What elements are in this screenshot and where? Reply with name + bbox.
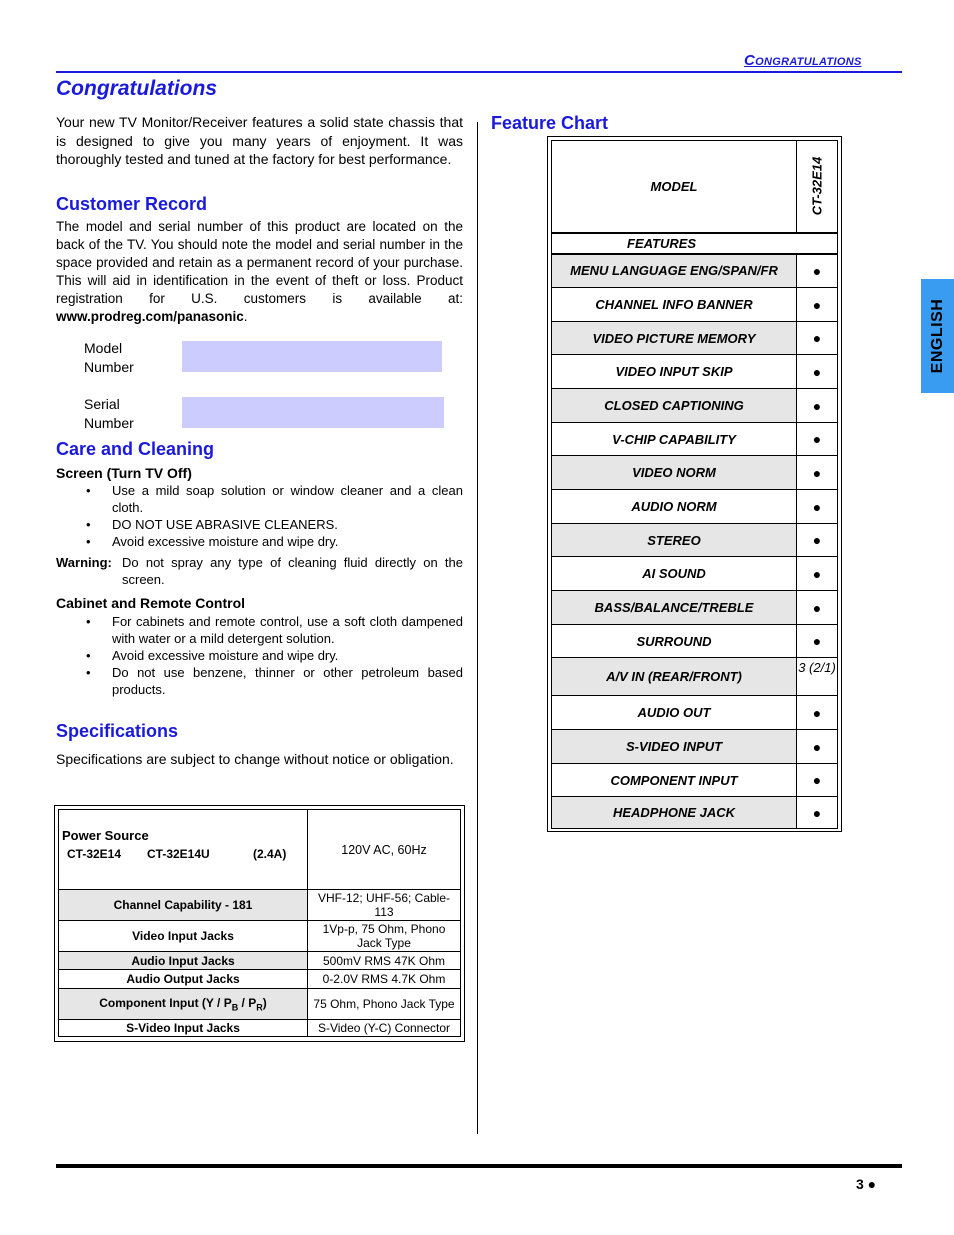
spec-label: Video Input Jacks: [59, 921, 308, 952]
spec-label: [59, 989, 308, 1020]
feature-value: ●: [797, 797, 838, 829]
specifications-text: Specifications are subject to change without notice or obligation.: [56, 751, 454, 767]
care-heading: Care and Cleaning: [56, 439, 215, 459]
page-number: 3 ●: [856, 1176, 877, 1192]
serial-number-field[interactable]: [182, 397, 444, 428]
table-row: [552, 355, 838, 389]
table-row: [59, 810, 461, 890]
table-row: [552, 322, 838, 355]
feature-name: VIDEO NORM: [552, 456, 797, 490]
serial-label-line2: Number: [84, 415, 134, 431]
table-row: [552, 233, 838, 254]
feature-name: STEREO: [552, 524, 797, 557]
component-sub-b: B: [231, 1002, 239, 1013]
warning-text: Do not spray any type of cleaning fluid directly on the screen.: [122, 555, 463, 587]
table-row: [552, 625, 838, 658]
spec-value: S-Video (Y-C) Connector: [308, 1020, 461, 1037]
header-rule: [56, 71, 902, 73]
intro-paragraph: Your new TV Monitor/Receiver features a solid state chassis that is designed to give you many years of enjoyment. It was thoroughly tested and tuned at the factory for best performance.: [56, 114, 463, 167]
table-row: [552, 288, 838, 322]
cabinet-heading: Cabinet and Remote Control: [56, 595, 246, 611]
model-name: CT-32E14: [809, 156, 825, 216]
serial-number-label: [84, 395, 134, 433]
table-row: [552, 490, 838, 524]
component-mid: / P: [238, 995, 257, 1010]
screen-heading: Screen (Turn TV Off): [56, 465, 192, 481]
page-title: Congratulations: [56, 77, 217, 100]
component-sub-r: R: [256, 1002, 263, 1013]
feature-value: ●: [797, 490, 838, 524]
list-item: • Do not use benzene, thinner or other petroleum based products.: [56, 664, 463, 698]
feature-value: ●: [797, 591, 838, 625]
feature-name: AI SOUND: [552, 557, 797, 591]
language-tab-label: ENGLISH: [928, 298, 946, 374]
feature-value: ●: [797, 557, 838, 591]
customer-record-heading: Customer Record: [56, 194, 208, 214]
list-item: • Use a mild soap solution or window cleaner and a clean cloth.: [56, 482, 463, 516]
list-item: • DO NOT USE ABRASIVE CLEANERS.: [56, 516, 463, 533]
table-row: [552, 591, 838, 625]
spec-label: Audio Input Jacks: [59, 952, 308, 970]
table-row: [552, 456, 838, 490]
model-label-line2: Number: [84, 359, 134, 375]
power-model-1: CT-32E14: [67, 847, 122, 861]
spec-label: S-Video Input Jacks: [59, 1020, 308, 1037]
feature-value: ●: [797, 322, 838, 355]
feature-value: 3 (2/1): [797, 658, 838, 696]
warning-label: Warning:: [56, 555, 112, 570]
table-row: [59, 989, 461, 1020]
table-row: [552, 658, 838, 696]
table-row: [552, 254, 838, 288]
registration-url[interactable]: www.prodreg.com/panasonic: [56, 309, 244, 324]
column-divider: [477, 122, 478, 1134]
feature-value: ●: [797, 524, 838, 557]
power-source-label: Power Source: [62, 828, 149, 843]
warning-note: [56, 554, 463, 588]
feature-value: ●: [797, 696, 838, 730]
feature-value: ●: [797, 456, 838, 490]
table-row: [59, 952, 461, 970]
feature-value: ●: [797, 389, 838, 423]
language-tab[interactable]: [921, 279, 954, 393]
table-row: [552, 764, 838, 797]
feature-name: CLOSED CAPTIONING: [552, 389, 797, 423]
feature-value: ●: [797, 254, 838, 288]
table-row: [59, 921, 461, 952]
table-row: [552, 797, 838, 829]
model-label-line1: Model: [84, 340, 123, 356]
feature-name: V-CHIP CAPABILITY: [552, 423, 797, 456]
running-header: Congratulations: [744, 52, 862, 69]
feature-value: ●: [797, 730, 838, 764]
url-suffix: .: [243, 309, 248, 324]
spec-label: Channel Capability - 181: [59, 890, 308, 921]
feature-name: AUDIO NORM: [552, 490, 797, 524]
spec-value: 75 Ohm, Phono Jack Type: [308, 989, 461, 1020]
feature-name: VIDEO PICTURE MEMORY: [552, 322, 797, 355]
feature-name: AUDIO OUT: [552, 696, 797, 730]
model-number-field[interactable]: [182, 341, 442, 372]
spec-value: 500mV RMS 47K Ohm: [308, 952, 461, 970]
feature-name: SURROUND: [552, 625, 797, 658]
list-item: • Avoid excessive moisture and wipe dry.: [56, 533, 463, 550]
model-name-cell: [797, 141, 838, 233]
power-model-2: CT-32E14U: [147, 847, 210, 861]
cabinet-bullets: [56, 613, 463, 698]
power-source-value: 120V AC, 60Hz: [308, 810, 461, 890]
feature-name: S-VIDEO INPUT: [552, 730, 797, 764]
model-header-cell: MODEL: [552, 141, 797, 233]
serial-label-line1: Serial: [84, 396, 120, 412]
list-item: • For cabinets and remote control, use a soft cloth dampened with water or a mild detergent solution.: [56, 613, 463, 647]
feature-name: VIDEO INPUT SKIP: [552, 355, 797, 389]
footer-rule: [56, 1164, 902, 1168]
feature-value: ●: [797, 423, 838, 456]
spec-value: VHF-12; UHF-56; Cable-113: [308, 890, 461, 921]
feature-name: CHANNEL INFO BANNER: [552, 288, 797, 322]
table-row: [552, 696, 838, 730]
feature-chart-frame: [547, 136, 842, 832]
table-row: [552, 730, 838, 764]
table-row: [59, 1020, 461, 1037]
table-row: [552, 141, 838, 233]
feature-value: ●: [797, 625, 838, 658]
component-label: Component Input (Y / P: [99, 995, 232, 1010]
feature-name: COMPONENT INPUT: [552, 764, 797, 797]
specifications-heading: Specifications: [56, 721, 179, 741]
feature-name: A/V IN (REAR/FRONT): [552, 658, 797, 696]
spec-value: 0-2.0V RMS 4.7K Ohm: [308, 970, 461, 989]
feature-chart-heading: Feature Chart: [491, 113, 609, 133]
power-amps: (2.4A): [253, 847, 287, 861]
feature-name: BASS/BALANCE/TREBLE: [552, 591, 797, 625]
table-row: [552, 557, 838, 591]
list-item: • Avoid excessive moisture and wipe dry.: [56, 647, 463, 664]
model-number-label: [84, 339, 134, 377]
feature-chart-table: [551, 140, 838, 829]
table-row: [552, 389, 838, 423]
feature-name: MENU LANGUAGE ENG/SPAN/FR: [552, 254, 797, 288]
customer-record-body: The model and serial number of this product are located on the back of the TV. You should note the model and serial number in the space provided and retain as a permanent record of your purchase. This will aid in identification in the event of theft or loss. Product registration for U.S. customers is available at:: [56, 219, 463, 306]
spec-label: Audio Output Jacks: [59, 970, 308, 989]
table-row: [552, 423, 838, 456]
specifications-table: [58, 809, 461, 1037]
feature-value: ●: [797, 288, 838, 322]
spec-value: 1Vp-p, 75 Ohm, Phono Jack Type: [308, 921, 461, 952]
power-source-cell: [59, 810, 308, 890]
table-row: [552, 524, 838, 557]
table-row: [59, 890, 461, 921]
screen-bullets: [56, 482, 463, 550]
feature-name: HEADPHONE JACK: [552, 797, 797, 829]
feature-value: ●: [797, 764, 838, 797]
specifications-table-frame: [54, 805, 465, 1042]
power-models: [62, 847, 304, 861]
component-end: ): [262, 995, 267, 1010]
customer-record-text: [56, 218, 463, 326]
features-header-cell: FEATURES: [552, 233, 838, 254]
feature-value: ●: [797, 355, 838, 389]
table-row: [59, 970, 461, 989]
